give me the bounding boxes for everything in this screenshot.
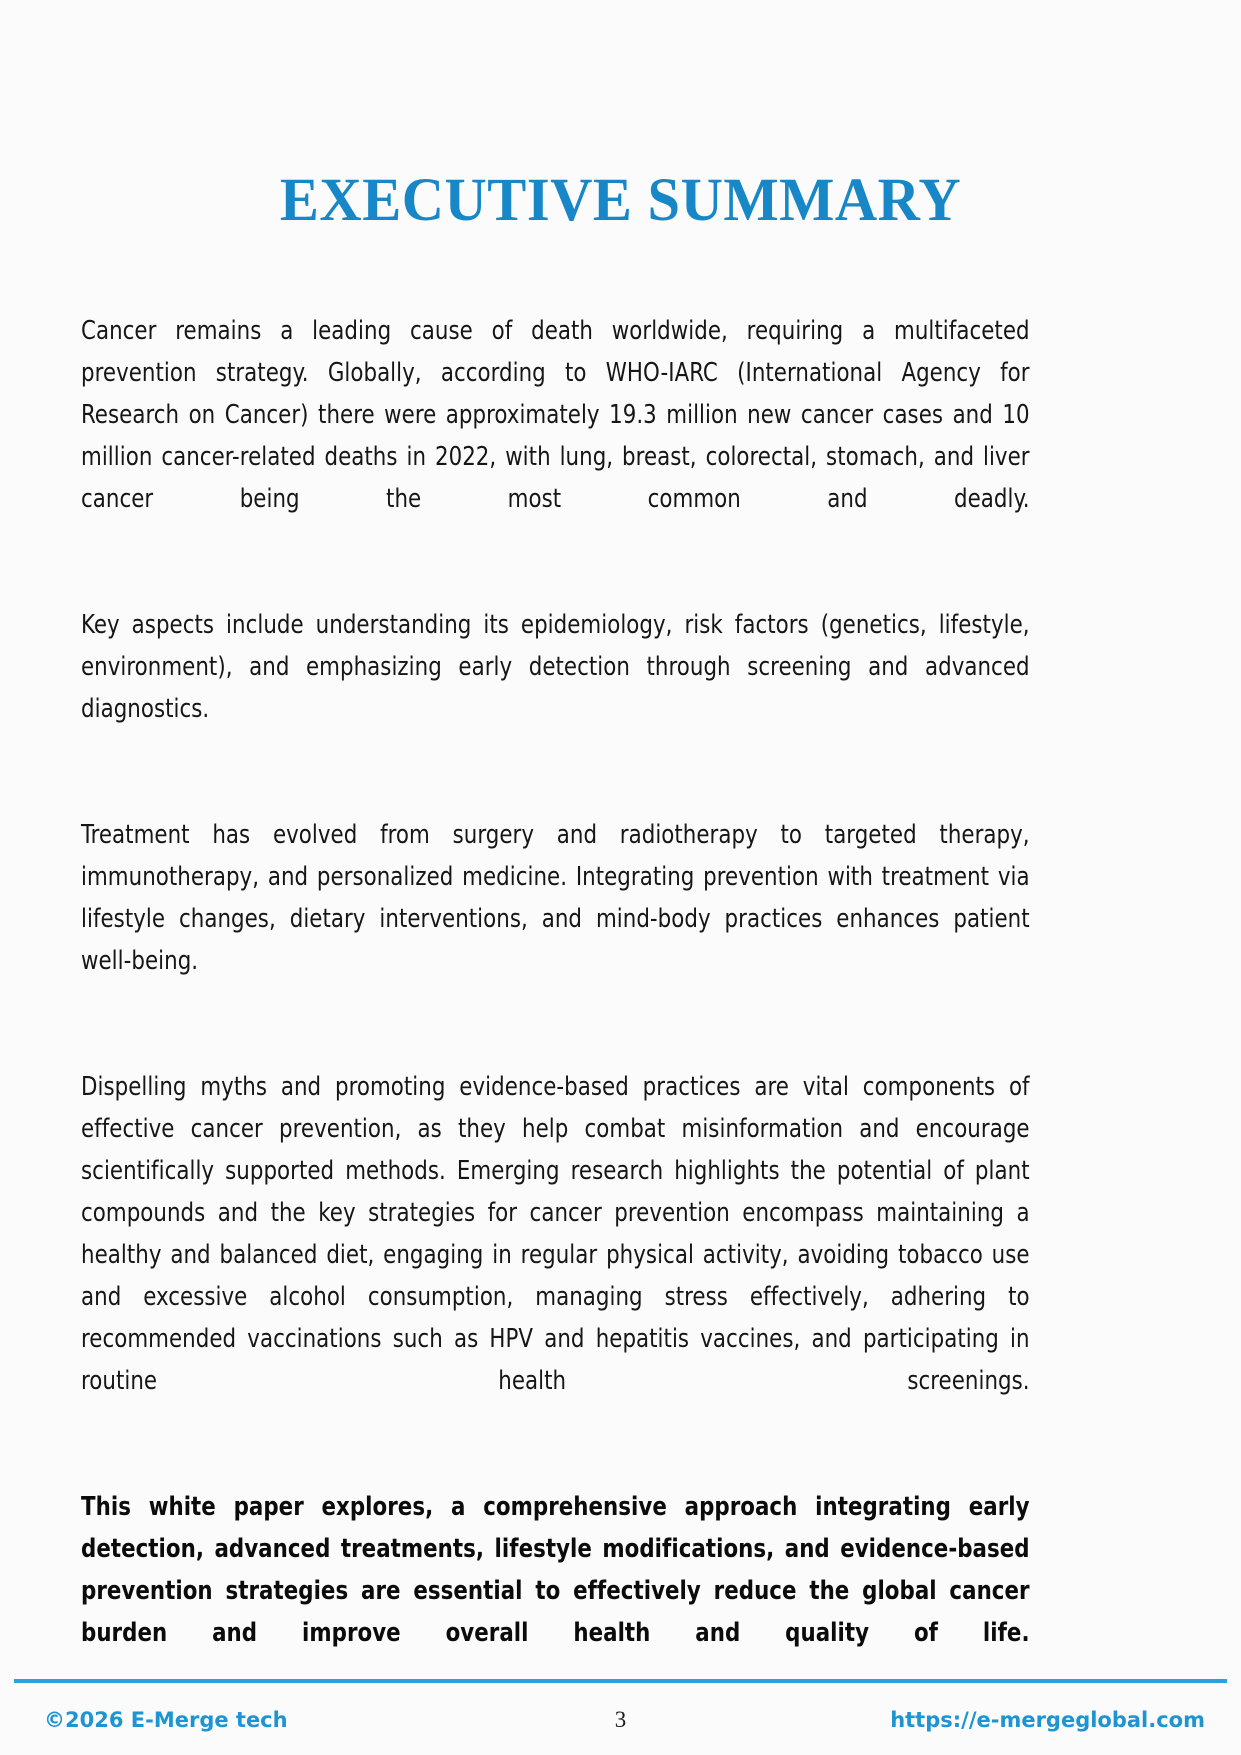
page-footer [14, 1696, 1227, 1744]
footer-divider [14, 1679, 1227, 1683]
footer-copyright: ©2026 E-Merge tech [44, 1708, 288, 1732]
paragraph-3: Treatment has evolved from surgery and radiotherapy to targeted therapy, immunotherapy, and personalized medicine. Integrating prevention with treatment via lifestyle changes, dietary interventions, and mind-body practices enhances patient well-being. [81, 820, 1030, 976]
document-body [81, 310, 1030, 1696]
paragraph-5-conclusion: This white paper explores, a comprehensive approach integrating early detection, advanced treatments, lifestyle modifications, and evidence-based prevention strategies are essential to effectively reduce the global cancer burden and improve overall health and quality of life. [81, 1492, 1030, 1648]
paragraph-4: Dispelling myths and promoting evidence-based practices are vital components of effective cancer prevention, as they help combat misinformation and encourage scientifically supported methods. Emerging research highlights the potential of plant compounds and the key strategies for cancer prevention encompass maintaining a healthy and balanced diet, engaging in regular physical activity, avoiding tobacco use and excessive alcohol consumption, managing stress effectively, adhering to recommended vaccinations such as HPV and hepatitis vaccines, and participating in routine health screenings. [81, 1072, 1030, 1396]
page-title: EXECUTIVE SUMMARY [279, 167, 962, 234]
footer-website-link[interactable]: https://e-mergeglobal.com [890, 1708, 1205, 1732]
paragraph-2: Key aspects include understanding its epidemiology, risk factors (genetics, lifestyle, environment), and emphasizing early detection through screening and advanced diagnostics. [81, 610, 1030, 724]
paragraph-1: Cancer remains a leading cause of death worldwide, requiring a multifaceted prevention strategy. Globally, according to WHO-IARC (International Agency for Research on Cancer) there were approximately 19.3 million new cancer cases and 10 million cancer-related deaths in 2022, with lung, breast, colorectal, stomach, and liver cancer being the most common and deadly. [81, 316, 1030, 514]
page-number: 3 [614, 1707, 627, 1732]
